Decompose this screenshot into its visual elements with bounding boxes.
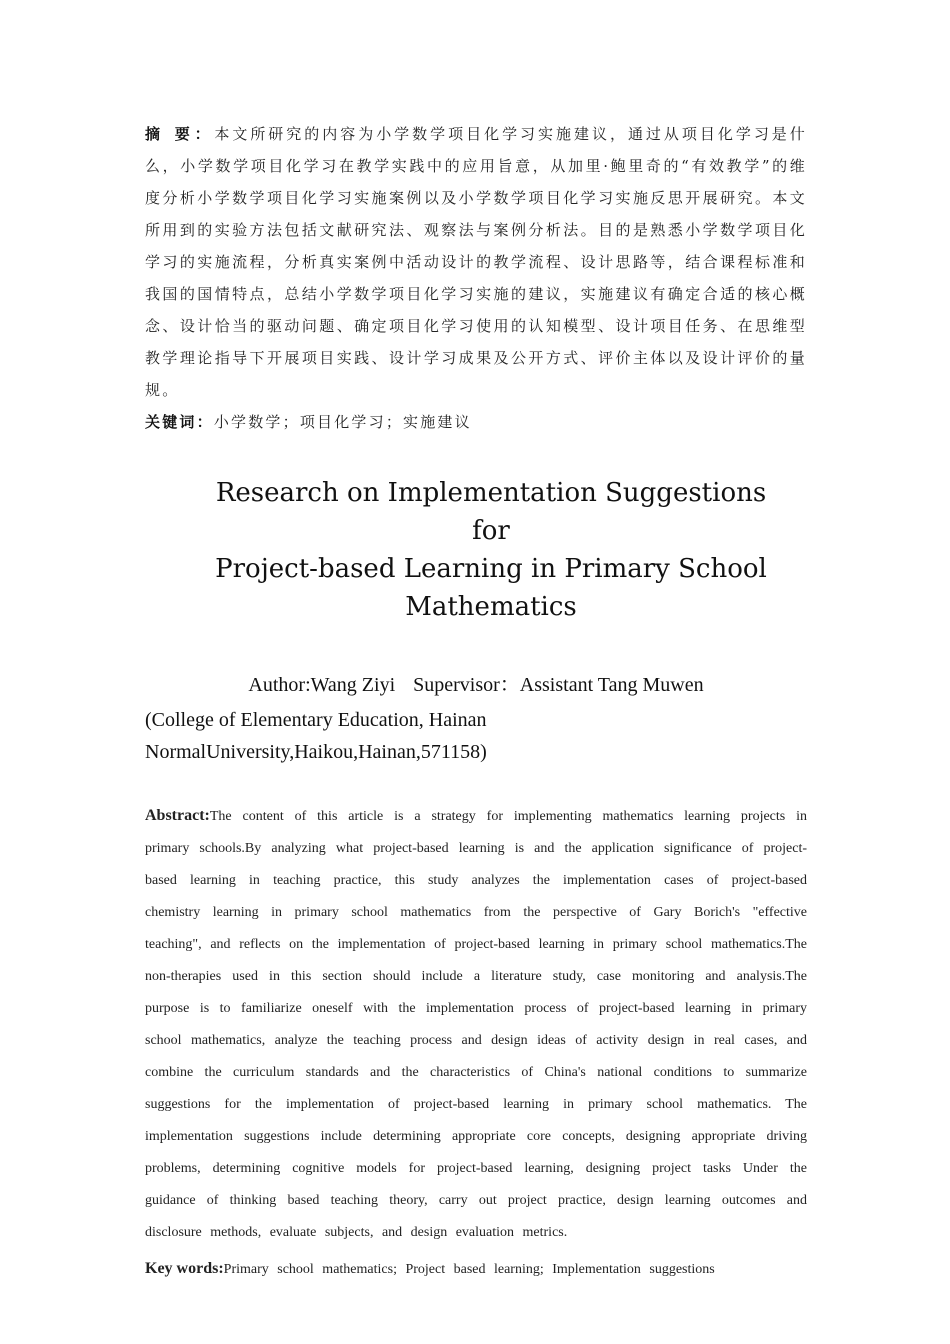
author-line [145, 670, 807, 700]
english-keywords-text: Primary school mathematics; Project based learning; Implementation suggestions [223, 1262, 715, 1277]
chinese-abstract-label: 摘 要： [145, 125, 215, 143]
author-name: Author:Wang Ziyi [248, 674, 396, 696]
english-abstract [145, 800, 807, 1249]
english-title-line-2: Project-based Learning in Primary School [215, 554, 767, 584]
english-title-line-3: Mathematics [405, 592, 577, 622]
english-keywords-label: Key words: [145, 1260, 224, 1277]
paper-page [145, 118, 807, 1286]
english-keywords [145, 1253, 807, 1286]
chinese-abstract [145, 118, 807, 406]
english-title [215, 474, 767, 626]
affiliation: (College of Elementary Education, Hainan NormalUniversity,Haikou,Hainan,571158) [145, 709, 487, 763]
english-title-line-1: Research on Implementation Suggestions for [215, 478, 767, 546]
chinese-abstract-text: 本文所研究的内容为小学数学项目化学习实施建议，通过从项目化学习是什么，小学数学项目化学习在教学实践中的应用旨意，从加里·鲍里奇的“有效教学”的维度分析小学数学项目化学习实施案例以及小学数学项目化学习实施反思开展研究。本文所用到的实验方法包括文献研究法、观察法与案例分析法。目的是熟悉小学数学项目化学习的实施流程，分析真实案例中活动设计的教学流程、设计思路等，结合课程标准和我国的国情特点，总结小学数学项目化学习实施的建议，实施建议有确定合适的核心概念、设计恰当的驱动问题、确定项目化学习使用的认知模型、设计项目任务、在思维型教学理论指导下开展项目实践、设计学习成果及公开方式、评价主体以及设计评价的量规。 [145, 125, 807, 399]
english-abstract-text: The content of this article is a strategy for implementing mathematics learning projects in primary schools.By analyzing what project-based learning is and the application significance of project-based learning in teaching practice, this study analyzes the implementation cases of project-based chemistry learning in primary school mathematics from the perspective of Gary Borich's "effective teaching", and reflects on the implementation of project-based learning in primary school mathematics.The non-therapies used in this section should include a literature study, case monitoring and analysis.The purpose is to familiarize oneself with the implementation process of project-based learning in primary school mathematics, analyze the teaching process and design ideas of activity design in real cases, and combine the curriculum standards and the characteristics of China's national conditions to summarize suggestions for the implementation of project-based learning in primary school mathematics. The implementation suggestions include determining appropriate core concepts, designing appropriate driving problems, determining cognitive models for project-based learning, designing project tasks Under the guidance of thinking based teaching theory, carry out project practice, design learning outcomes and disclosure methods, evaluate subjects, and design evaluation metrics. [145, 809, 807, 1240]
chinese-keywords-text: 小学数学；项目化学习；实施建议 [213, 413, 472, 431]
chinese-keywords [145, 406, 807, 438]
english-abstract-label: Abstract: [145, 807, 210, 824]
supervisor-name: Supervisor：Assistant Tang Muwen [413, 674, 704, 696]
chinese-keywords-label: 关键词： [145, 413, 214, 431]
